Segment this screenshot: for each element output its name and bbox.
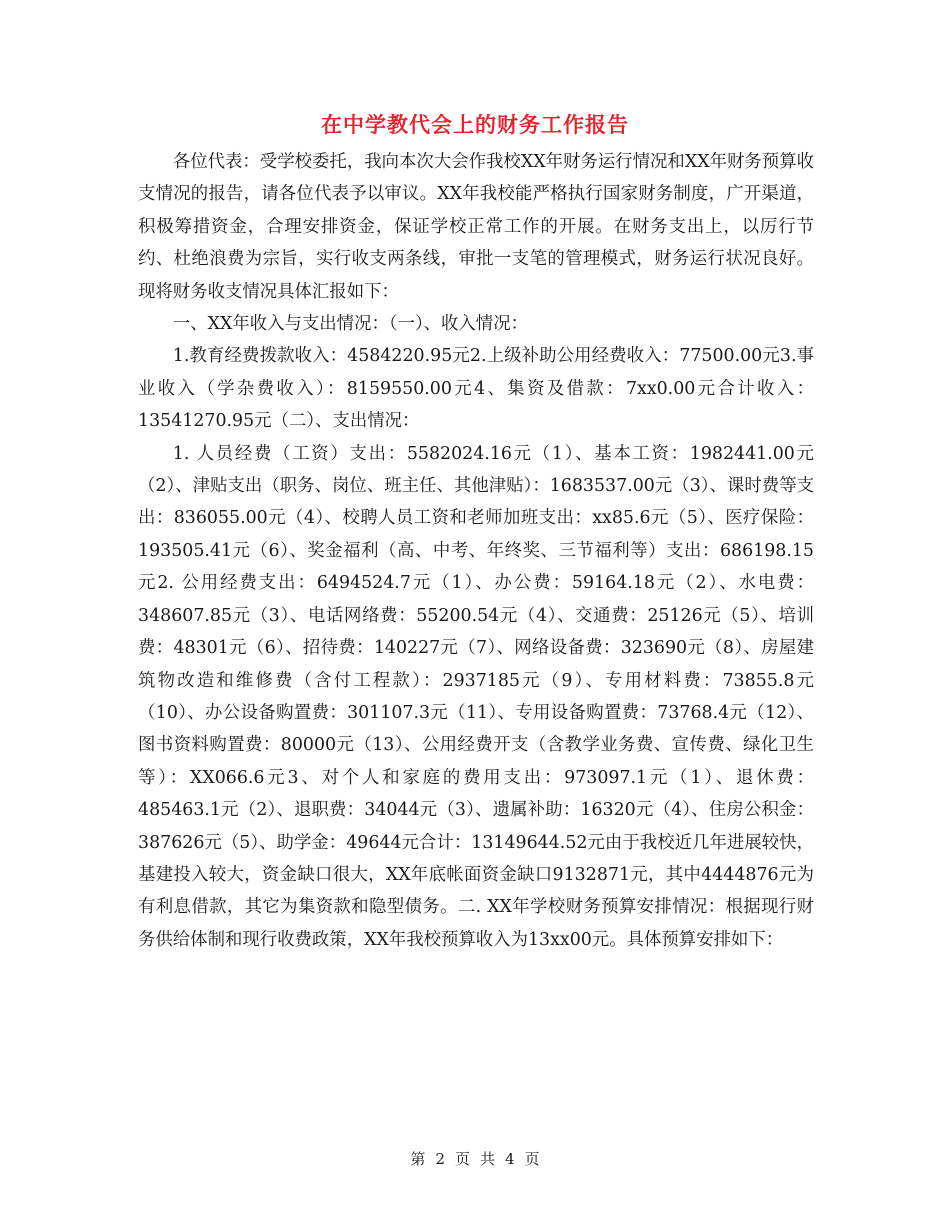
page-footer [0,1147,950,1171]
document-body [138,146,814,956]
page-label-mid: 页 [454,1150,470,1168]
page-label-prefix: 第 [410,1150,426,1168]
paragraph-expenditure: 1. 人员经费（工资）支出：5582024.16元（1）、基本工资：1982441.00元（2）、津贴支出（职务、岗位、班主任、其他津贴）：1683537.00元（3）、课时费等支出：836055.00元（4）、校聘人员工资和老师加班支出：xx85.6元（5）、医疗保险：193505.41元（6）、奖金福利（高、中考、年终奖、三节福利等）支出：686198.15元2. 公用经费支出：6494524.7元（1）、办公费：59164.18元（2）、水电费：348607.85元（3）、电话网络费：55200.54元（4）、交通费：25126元（5）、培训费：48301元（6）、招待费：140227元（7）、网络设备费：323690元（8）、房屋建筑物改造和维修费（含付工程款）：2937185元（9）、专用材料费：73855.8元（10）、办公设备购置费：301107.3元（11）、专用设备购置费：73768.4元（12）、图书资料购置费：80000元（13）、公用经费开支（含教学业务费、宣传费、绿化卫生等）：XX066.6元3、对个人和家庭的费用支出：973097.1元（1）、退休费：485463.1元（2）、退职费：34044元（3）、遗属补助：16320元（4）、住房公积金：387626元（5）、助学金：49644元合计：13149644.52元由于我校近几年进展较快，基建投入较大，资金缺口很大，XX年底帐面资金缺口9132871元，其中4444876元为有利息借款，其它为集资款和隐型债务。二. XX年学校财务预算安排情况：根据现行财务供给体制和现行收费政策，XX年我校预算收入为13xx00元。具体预算安排如下： [138,443,814,950]
total-prefix: 共 [480,1150,496,1168]
document-title: 在中学教代会上的财务工作报告 [321,112,629,137]
paragraph-section-heading: 一、XX年收入与支出情况：（一）、收入情况： [172,314,528,335]
paragraph-intro: 各位代表：受学校委托，我向本次大会作我校XX年财务运行情况和XX年财务预算收支情况的报告，请各位代表予以审议。XX年我校能严格执行国家财务制度，广开渠道，积极筹措资金，合理安排资金，保证学校正常工作的开展。在财务支出上，以厉行节约、杜绝浪费为宗旨，实行收支两条线，审批一支笔的管理模式，财务运行状况良好。现将财务收支情况具体汇报如下： [138,152,814,302]
page-label-suffix: 页 [524,1150,540,1168]
paragraph-income: 1.教育经费拨款收入：4584220.95元2.上级补助公用经费收入：77500.00元3.事业收入（学杂费收入）：8159550.00元4、集资及借款：7xx0.00元合计收入：13541270.95元（二）、支出情况： [138,346,814,432]
current-page-number: 2 [435,1150,445,1168]
total-pages-number: 4 [505,1150,515,1168]
